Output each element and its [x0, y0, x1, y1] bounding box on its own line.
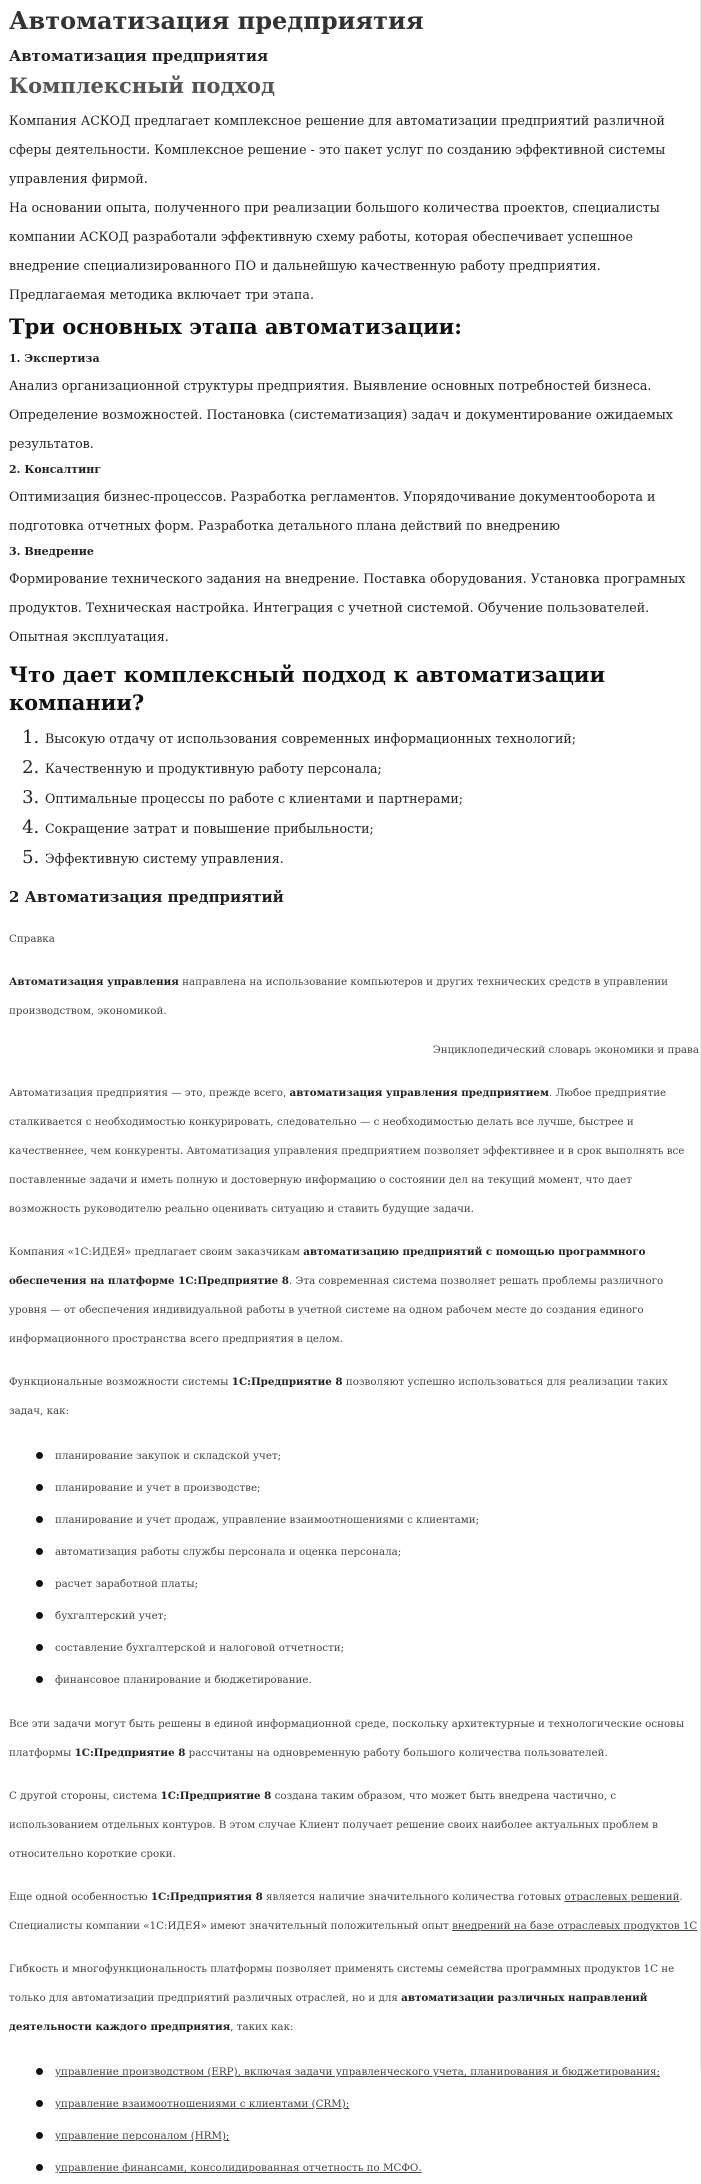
stage-title: 1. Экспертиза — [9, 352, 100, 365]
list-item: автоматизация работы службы персонала и оценка персонала; — [55, 1536, 700, 1568]
definition-source: Энциклопедический словарь экономики и права — [432, 1044, 699, 1056]
paragraph-functionality — [9, 1368, 699, 1426]
text-span: является наличие значительного количества готовых — [262, 1891, 565, 1903]
list-item — [55, 2120, 700, 2152]
text-span: , таких как: — [230, 2021, 294, 2033]
text-span: Все эти задачи могут быть решены в единой информационной среде, поскольку архитектурные и технологические основы платформы — [9, 1718, 685, 1759]
industry-solutions-link[interactable]: отраслевых решений — [564, 1891, 680, 1903]
stage-text: Формирование технического задания на внедрение. Поставка оборудования. Установка програмных продуктов. Техническая настройка. Интеграция с учетной системой. Обучение пользователей. Опытная эксплуатация. — [9, 571, 686, 644]
bold-span: 1С:Предприятие 8 — [231, 1376, 343, 1388]
stage-title: 3. Внедрение — [9, 545, 94, 558]
industry-implementations-link[interactable]: внедрений на базе отраслевых продуктов 1С — [452, 1920, 698, 1932]
list-item: 3. Оптимальные процессы по работе с клиентами и партнерами; — [45, 783, 700, 813]
text-span: позволяют успешно использоваться для реализации таких задач, как: — [9, 1376, 668, 1417]
hrm-link[interactable]: управление персоналом (HRM); — [55, 2130, 230, 2142]
stage-expertise — [9, 347, 700, 458]
list-item: бухгалтерский учет; — [55, 1600, 700, 1632]
list-item — [55, 2152, 700, 2184]
section-heading-complex-approach: Комплексный подход — [9, 73, 276, 98]
list-item: расчет заработной платы; — [55, 1568, 700, 1600]
list-item: финансовое планирование и бюджетирование. — [55, 1664, 700, 1696]
text-span: Специалисты компании «1С:ИДЕЯ» имеют значительный положительный опыт — [9, 1920, 453, 1932]
bold-span: автоматизация управления предприятием — [289, 1087, 549, 1099]
list-item: планирование и учет в производстве; — [55, 1472, 700, 1504]
paragraph-partial-implementation — [9, 1782, 699, 1869]
bold-span: автоматизацию предприятий с помощью программного обеспечения на платформе 1С:Предприятие 8 — [9, 1246, 646, 1287]
list-item: составление бухгалтерской и налоговой отчетности; — [55, 1632, 700, 1664]
paragraph-single-environment — [9, 1710, 699, 1768]
part2-heading: 2 Автоматизация предприятий — [9, 888, 284, 906]
text-span: рассчитаны на одновременную работу большого количества пользователей. — [185, 1747, 608, 1759]
text-span: . Любое предприятие сталкивается с необходимостью конкурировать, следовательно — с необходимостью делать все лучше, быстрее и качественнее, чем конкуренты. Автоматизация управления предприятием позволяет эффективнее и в срок выполнять все поставленные задачи и иметь полную и достоверную информацию о состоянии дел на текущий момент, что дает возможность руководителю реально оценивать ситуацию и ставить будущие задачи. — [9, 1087, 685, 1215]
list-item: планирование закупок и складской учет; — [55, 1440, 700, 1472]
benefits-heading: Что дает комплексный подход к автоматизации компании? — [9, 662, 606, 715]
paragraph-automation-intro — [9, 1079, 699, 1224]
paragraph-industry-solutions — [9, 1883, 699, 1941]
bold-span: автоматизации различных направлений деятельности каждого предприятия — [9, 1992, 648, 2033]
stage-implementation — [9, 540, 700, 651]
text-span: . Эта современная система позволяет решать проблемы различного уровня — от обеспечения индивидуальной работы в учетной системе на одном рабочем месте до создания единого информационного пространства всего предприятия в целом. — [9, 1275, 664, 1345]
benefits-list — [9, 723, 700, 873]
bold-span: 1С:Предприятия 8 — [150, 1891, 263, 1903]
list-item: 2. Качественную и продуктивную работу персонала; — [45, 753, 700, 783]
intro-paragraph-1: Компания АСКОД предлагает комплексное решение для автоматизации предприятий различной сферы деятельности. Комплексное решение - это пакет услуг по созданию эффективной системы управления фирмой. — [9, 113, 666, 186]
list-item — [55, 2088, 700, 2120]
stage-consulting — [9, 458, 700, 540]
bold-span: 1С:Предприятие 8 — [160, 1790, 272, 1802]
definition-text: направлена на использование компьютеров и других технических средств в управлении производством, экономикой. — [9, 976, 669, 1017]
stage-text: Анализ организационной структуры предприятия. Выявление основных потребностей бизнеса. Определение возможностей. Постановка (систематизация) задач и документирование ожидаемых результатов. — [9, 378, 673, 451]
bold-span: 1С:Предприятие 8 — [74, 1747, 186, 1759]
list-item — [55, 2056, 700, 2088]
finance-link[interactable]: управление финансами, консолидированная отчетность по МСФО. — [55, 2162, 422, 2174]
stage-title: 2. Консалтинг — [9, 463, 102, 476]
definition-term: Автоматизация управления — [9, 976, 179, 988]
paragraph-flexibility — [9, 1955, 699, 2042]
paragraph-company-offer — [9, 1238, 699, 1354]
definition-paragraph — [9, 968, 699, 1026]
list-item: 4. Сокращение затрат и повышение прибыльности; — [45, 813, 700, 843]
stages-heading: Три основных этапа автоматизации: — [9, 314, 462, 339]
erp-link[interactable]: управление производством (ERP), включая задачи управленческого учета, планирования и бюджетирования; — [55, 2066, 660, 2078]
stage-text: Оптимизация бизнес-процессов. Разработка регламентов. Упорядочивание документооборота и подготовка отчетных форм. Разработка детального плана действий по внедрению — [9, 489, 656, 533]
list-item: 5. Эффективную систему управления. — [45, 843, 700, 873]
intro-paragraph-2: На основании опыта, полученного при реализации большого количества проектов, специалисты компании АСКОД разработали эффективную схему работы, которая обеспечивает успешное внедрение специализированного ПО и дальнейшую качественную работу предприятия. Предлагаемая методика включает три этапа. — [9, 200, 660, 302]
reference-label: Справка — [9, 933, 55, 945]
text-span: Еще одной особенностью — [9, 1891, 151, 1903]
text-span: Автоматизация предприятия — это, прежде всего, — [9, 1087, 290, 1099]
text-span: Функциональные возможности системы — [9, 1376, 232, 1388]
text-span: Компания «1С:ИДЕЯ» предлагает своим заказчикам — [9, 1246, 304, 1258]
list-item: планирование и учет продаж, управление взаимоотношениями с клиентами; — [55, 1504, 700, 1536]
text-span: С другой стороны, система — [9, 1790, 161, 1802]
text-span: . — [679, 1891, 683, 1903]
crm-link[interactable]: управление взаимоотношениями с клиентами (CRM); — [55, 2098, 350, 2110]
list-item: 1. Высокую отдачу от использования современных информационных технологий; — [45, 723, 700, 753]
directions-list — [9, 2056, 700, 2184]
page-subtitle: Автоматизация предприятия — [9, 47, 269, 65]
tasks-list — [9, 1440, 700, 1696]
text-span: Гибкость и многофункциональность платформы позволяет применять системы семейства программных продуктов 1С не только для автоматизации предприятий различных отраслей, но и для — [9, 1963, 675, 2004]
page-title: Автоматизация предприятия — [9, 6, 424, 35]
text-span: создана таким образом, что может быть внедрена частично, с использованием отдельных контуров. В этом случае Клиент получает решение своих наиболее актуальных проблем в относительно короткие сроки. — [9, 1790, 658, 1860]
